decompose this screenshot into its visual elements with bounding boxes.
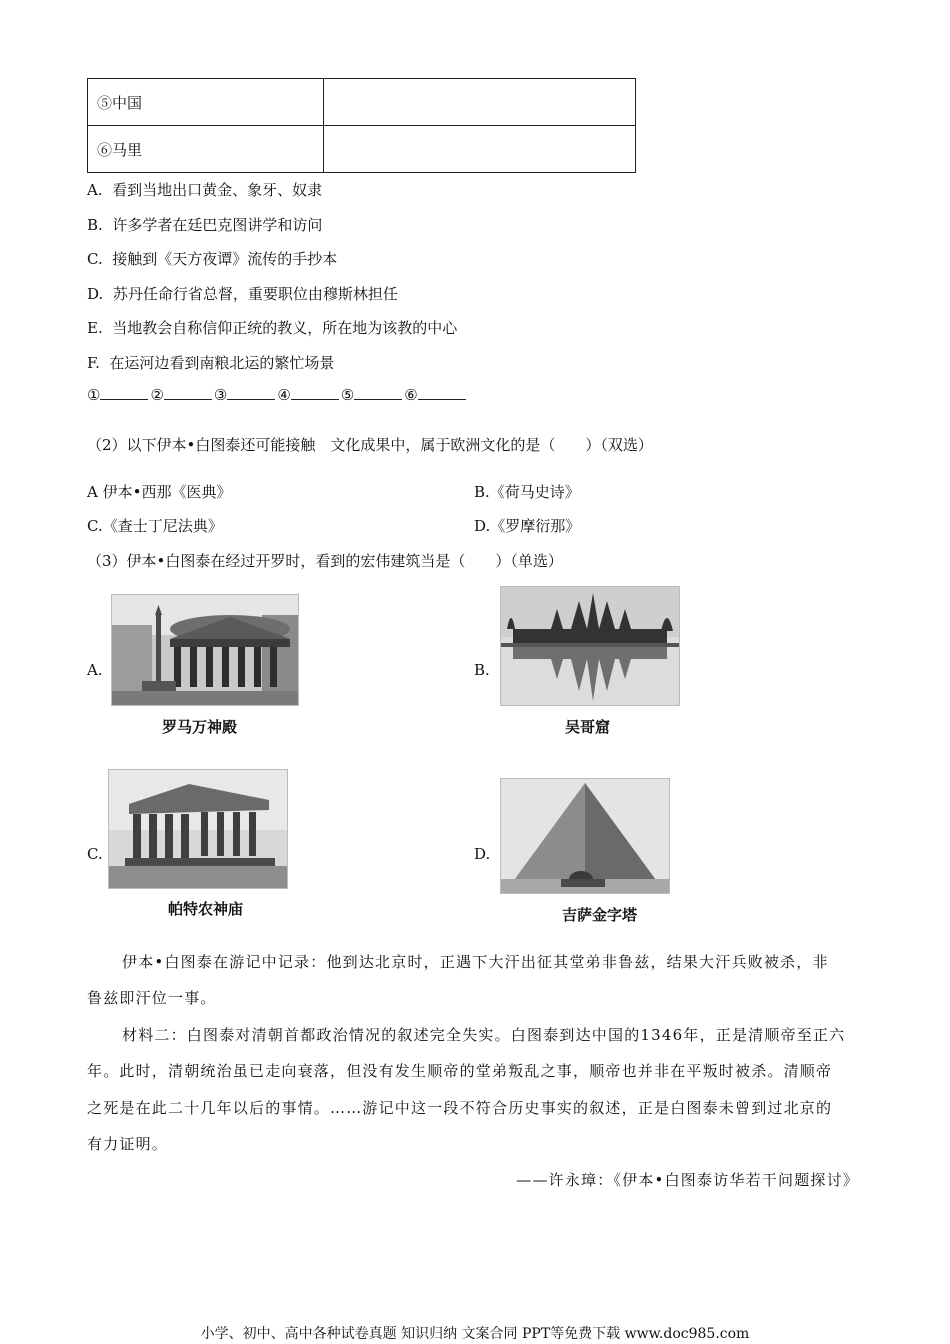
caption-giza-pyramid: 吉萨金字塔 [562, 906, 638, 924]
blank-5[interactable] [354, 387, 402, 400]
blank-number: ① [87, 386, 101, 404]
material-2-line-1: 材料二：白图泰对清朝首都政治情况的叙述完全失实。白图泰到达中国的1346年，正是清顺帝至正六 [122, 1026, 846, 1044]
option-b [87, 214, 322, 235]
blank-2[interactable] [164, 387, 212, 400]
blank-4[interactable] [291, 387, 339, 400]
option-f [87, 352, 334, 373]
question-2-stem: （2）以下伊本•白图泰还可能接触 文化成果中，属于欧洲文化的是（ ）（双选） [87, 436, 653, 454]
blank-number: ③ [213, 386, 228, 404]
q2-choice-a: A 伊本•西那《医典》 [87, 483, 232, 501]
question-3-stem: （3）伊本•白图泰在经过开罗时，看到的宏伟建筑当是（ ）（单选） [87, 552, 563, 570]
answer-table [87, 78, 636, 173]
pantheon-image [111, 594, 299, 706]
option-text: 许多学者在廷巴克图讲学和访问 [112, 216, 323, 234]
q3-choice-a-letter: A. [87, 661, 103, 679]
blank-3[interactable] [227, 387, 275, 400]
q3-choice-b-letter: B. [474, 661, 490, 679]
option-e [87, 317, 457, 338]
option-letter: C. [87, 250, 103, 268]
material-2-line-4: 有力证明。 [87, 1135, 169, 1153]
material-1-line-1: 伊本•白图泰在游记中记录：他到达北京时，正遇下大汗出征其堂弟非鲁兹，结果大汗兵败被杀，非 [122, 953, 829, 971]
q3-choice-d-letter: D. [474, 845, 491, 863]
material-1-line-2: 鲁兹即汗位一事。 [87, 989, 217, 1007]
option-text: 当地教会自称信仰正统的教义，所在地为该教的中心 [112, 319, 458, 337]
q2-choice-c: C.《查士丁尼法典》 [87, 517, 223, 535]
angkor-wat-image [500, 586, 680, 706]
caption-angkor-wat: 吴哥窟 [565, 718, 611, 736]
option-text: 苏丹任命行省总督，重要职位由穆斯林担任 [112, 285, 398, 303]
caption-pantheon: 罗马万神殿 [162, 718, 238, 736]
option-text: 看到当地出口黄金、象牙、奴隶 [112, 181, 323, 199]
q2-choice-b: B.《荷马史诗》 [474, 483, 580, 501]
option-letter: A. [87, 181, 103, 199]
blank-number: ④ [277, 386, 291, 404]
blank-number: ⑤ [340, 386, 355, 404]
option-d [87, 283, 398, 304]
blank-6[interactable] [418, 387, 466, 400]
table-cell-answer[interactable] [324, 79, 636, 126]
blank-number: ② [150, 386, 164, 404]
table-cell-answer[interactable] [324, 126, 636, 173]
option-text: 接触到《天方夜谭》流传的手抄本 [112, 250, 338, 268]
blank-number: ⑥ [404, 386, 418, 404]
table-row [88, 126, 636, 173]
option-letter: B. [87, 216, 103, 234]
material-2-line-3: 之死是在此二十几年以后的事情。……游记中这一段不符合历史事实的叙述，正是白图泰未曾到过北京的 [87, 1099, 833, 1117]
parthenon-image [108, 769, 288, 889]
option-a [87, 179, 322, 200]
table-cell-label: ⑤中国 [88, 79, 324, 126]
q3-choice-c-letter: C. [87, 845, 103, 863]
material-2-line-2: 年。此时，清朝统治虽已走向衰落，但没有发生顺帝的堂弟叛乱之事，顺帝也并非在平叛时被杀。清顺帝 [87, 1062, 833, 1080]
option-letter: E. [87, 319, 103, 337]
blank-1[interactable] [100, 387, 148, 400]
page-footer: 小学、初中、高中各种试卷真题 知识归纳 文案合同 PPT等免费下载 www.doc985.com [200, 1326, 750, 1342]
q2-choice-d: D.《罗摩衍那》 [474, 517, 581, 535]
giza-pyramid-image [500, 778, 670, 894]
option-letter: F. [87, 354, 100, 372]
answer-blanks [87, 386, 468, 404]
material-source: ——许永璋：《伊本•白图泰访华若干问题探讨》 [516, 1171, 859, 1189]
caption-parthenon: 帕特农神庙 [168, 900, 244, 918]
table-cell-label: ⑥马里 [88, 126, 324, 173]
option-text: 在运河边看到南粮北运的繁忙场景 [109, 354, 335, 372]
table-row [88, 79, 636, 126]
option-letter: D. [87, 285, 104, 303]
option-c [87, 248, 337, 269]
